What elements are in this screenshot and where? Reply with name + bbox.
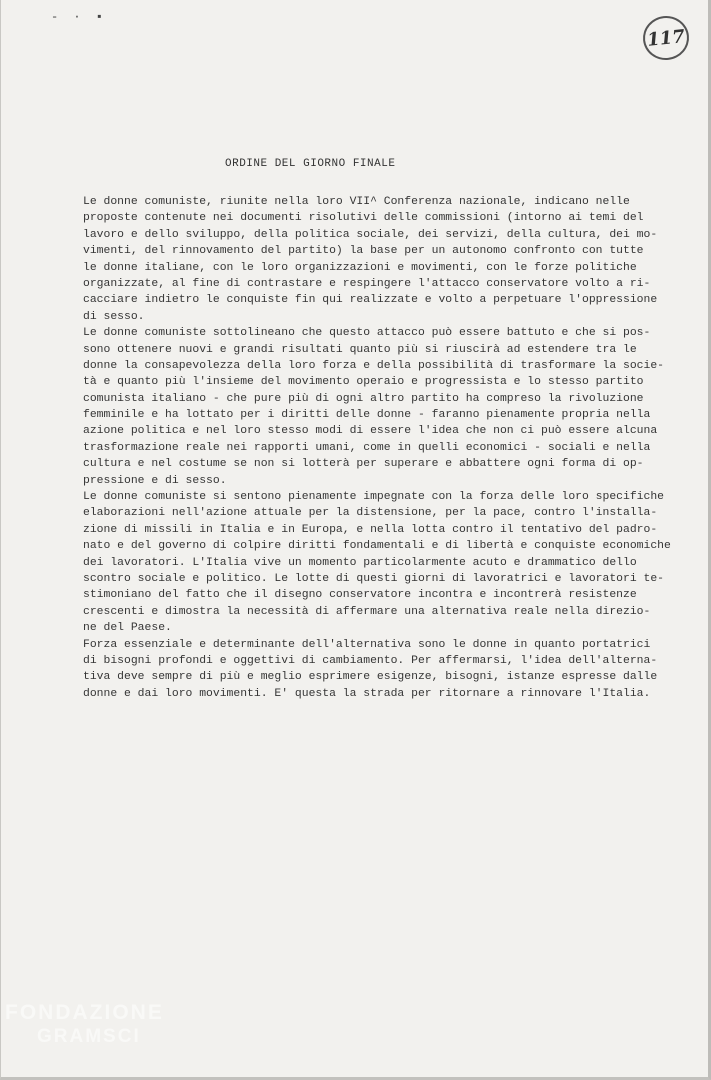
text-line: pressione e di sesso. [83,474,227,487]
text-line: elaborazioni nell'azione attuale per la distensione, per la pace, contro l'installa- [83,507,658,520]
text-line: organizzate, al fine di contrastare e respingere l'attacco conservatore volto a ri- [83,277,651,290]
text-line: sono ottenere nuovi e grandi risultati quanto più si riuscirà ad estendere tra le [83,343,637,356]
text-line: stimoniano del fatto che il disegno conservatore incontra e incontrerà resistenze [83,589,637,602]
text-line: azione politica e nel loro stesso modi di essere l'idea che non ci può essere alcuna [83,425,658,438]
text-line: femminile e ha lottato per i diritti delle donne - faranno pienamente propria nella [83,409,651,422]
text-line: lavoro e dello sviluppo, della politica sociale, dei servizi, della cultura, dei mo- [83,228,658,241]
text-line: crescenti e dimostra la necessità di affermare una alternativa reale nella direzio- [83,605,651,618]
watermark-line-1: FONDAZIONE [5,1001,164,1024]
text-line: Le donne comuniste, riunite nella loro VII^ Conferenza nazionale, indicano nelle [83,196,630,208]
text-line: Forza essenziale e determinante dell'alternativa sono le donne in quanto portatrici [83,638,651,651]
watermark-line-2: GRAMSCI [37,1026,141,1047]
text-line: dei lavoratori. L'Italia vive un momento particolarmente acuto e drammatico dello [83,556,637,569]
text-line: comunista italiano - che pure più di ogni altro partito ha compreso la rivoluzione [83,392,644,405]
text-line: trasformazione reale nei rapporti umani, come in quelli economici - sociali e nella [83,441,651,454]
text-line: tà e quanto più l'insieme del movimento operaio e progressista e lo stesso partito [83,376,644,389]
text-line: scontro sociale e politico. Le lotte di questi giorni di lavoratrici e lavoratori te- [83,572,665,585]
text-line: cultura e nel costume se non si lotterà per superare e abbattere ogni forma di op- [83,458,644,471]
corner-marks: - · ▪ [51,10,108,24]
text-line: vimenti, del rinnovamento del partito) la base per un autonomo confronto con tutte [83,245,644,258]
text-line: ne del Paese. [83,622,172,635]
text-line: di bisogni profondi e oggettivi di cambiamento. Per affermarsi, l'idea dell'alterna- [83,654,658,667]
text-line: di sesso. [83,310,145,323]
text-line: cacciare indietro le conquiste fin qui realizzate e volto a perpetuare l'oppressione [83,294,658,307]
text-line: donne la consapevolezza della loro forza e della possibilità di trasformare la socie- [83,359,665,372]
text-line: Le donne comuniste si sentono pienamente impegnate con la forza delle loro specifiche [83,491,665,504]
document-body [83,194,673,702]
page-number-stamp: 117 [641,14,691,63]
text-line: zione di missili in Italia e in Europa, e nella lotta contro il tentativo del padro- [83,523,658,536]
text-line: proposte contenute nei documenti risolutivi delle commissioni (intorno ai temi del [83,212,644,225]
text-line: nato e del governo di colpire diritti fondamentali e di libertà e conquiste economiche [83,540,671,553]
text-line: tiva deve sempre di più e meglio esprimere esigenze, bisogni, istanze espresse dalle [83,671,658,684]
text-line: Le donne comuniste sottolineano che questo attacco può essere battuto e che si pos- [83,327,651,340]
watermark-logo [5,1002,164,1046]
document-title: ORDINE DEL GIORNO FINALE [225,158,396,170]
text-line: donne e dai loro movimenti. E' questa la strada per ritornare a rinnovare l'Italia. [83,687,651,700]
text-line: le donne italiane, con le loro organizzazioni e movimenti, con le forze politiche [83,261,637,274]
